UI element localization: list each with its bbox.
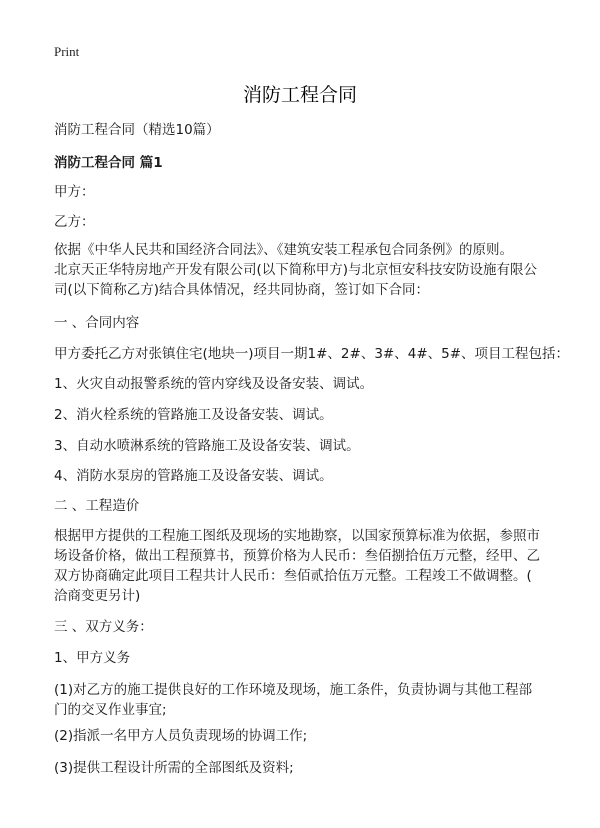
party-b-label: 乙方： [54,214,95,230]
section1-title: 一 、合同内容 [54,315,140,331]
section3-item-line: (1)对乙方的施工提供良好的工作环境及现场，施工条件，负责协调与其他工程部 [54,682,533,698]
intro-line: 依据《中华人民共和国经济合同法》、《建筑安装工程承包合同条例》的原则。 [54,242,513,258]
section2-paragraph [54,526,554,606]
intro-paragraph [54,240,554,300]
section3-item-3: (3)提供工程设计所需的全部图纸及资料; [54,760,294,776]
section3-title: 三 、双方义务： [54,619,153,635]
print-link[interactable]: Print [54,44,80,59]
section3-item-1 [54,680,554,720]
intro-line: 司(以下简称乙方)结合具体情况，经共同协商，签订如下合同： [54,282,430,298]
section1-lead: 甲方委托乙方对张镇住宅(地块一)项目一期1#、2#、3#、4#、5#、项目工程包括： [54,346,570,362]
section2-title: 二 、工程造价 [54,498,140,514]
section2-line: 场设备价格，做出工程预算书，预算价格为人民币：叁佰捌拾伍万元整，经甲、乙 [54,548,540,564]
section2-line: 洽商变更另计) [54,588,141,604]
section3-subtitle: 1、甲方义务 [54,650,131,666]
section3-item-line: 门的交叉作业事宜; [54,702,167,718]
section1-item: 3、自动水喷淋系统的管路施工及设备安装、调试。 [54,438,360,454]
document-title: 消防工程合同 [242,84,357,106]
section1-item: 1、火灾自动报警系统的管内穿线及设备安装、调试。 [54,376,374,392]
section-heading: 消防工程合同 篇1 [54,155,163,171]
section2-line: 双方协商确定此项目工程共计人民币：叁佰贰拾伍万元整。工程竣工不做调整。( [54,568,532,584]
intro-line: 北京天正华特房地产开发有限公司(以下简称甲方)与北京恒安科技安防设施有限公 [54,262,538,278]
section2-line: 根据甲方提供的工程施工图纸及现场的实地勘察，以国家预算标准为依据，参照市 [54,528,540,544]
section1-item: 2、消火栓系统的管路施工及设备安装、调试。 [54,407,333,423]
section1-item: 4、消防水泵房的管路施工及设备安装、调试。 [54,468,333,484]
section3-item-2: (2)指派一名甲方人员负责现场的协调工作; [54,728,308,744]
document-subtitle: 消防工程合同（精选10篇） [54,122,220,138]
party-a-label: 甲方： [54,184,95,200]
